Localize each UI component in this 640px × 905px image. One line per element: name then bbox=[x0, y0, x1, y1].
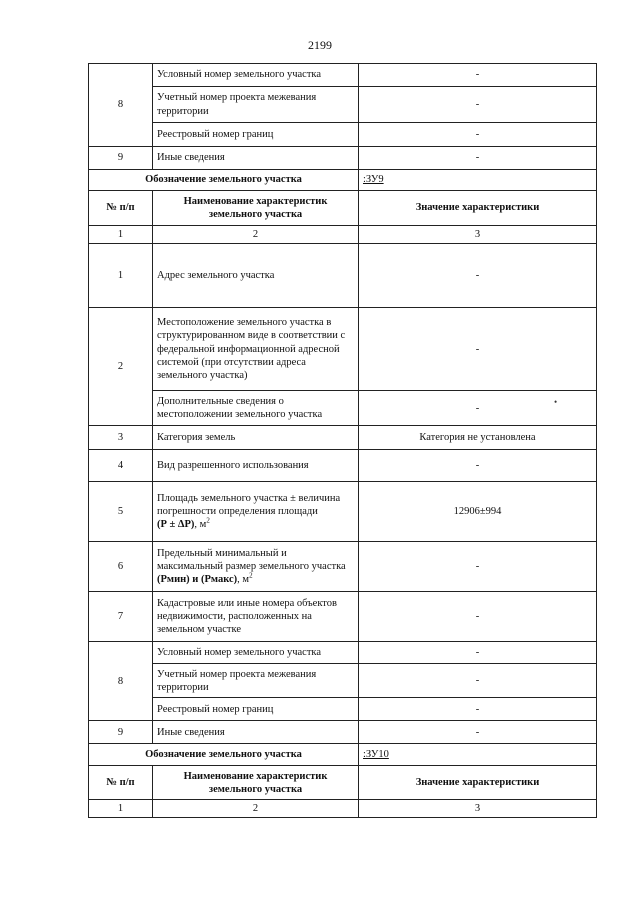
row-label: Вид разрешенного использования bbox=[153, 450, 359, 482]
row-value: 12906±994 bbox=[359, 482, 597, 542]
row-label: Учетный номер проекта межевания территории bbox=[153, 87, 359, 123]
header-row bbox=[89, 766, 597, 800]
row-label bbox=[153, 482, 359, 542]
header-row bbox=[89, 191, 597, 226]
column-number: 3 bbox=[359, 800, 597, 818]
row-number: 6 bbox=[89, 542, 153, 592]
row-value: - bbox=[359, 592, 597, 642]
table-row bbox=[89, 123, 597, 147]
table-row bbox=[89, 426, 597, 450]
table-row bbox=[89, 64, 597, 87]
column-number: 1 bbox=[89, 800, 153, 818]
column-number: 2 bbox=[153, 800, 359, 818]
table-row bbox=[89, 244, 597, 308]
designation-value: :ЗУ10 bbox=[359, 744, 597, 766]
row-value: - bbox=[359, 698, 597, 721]
row-label: Категория земель bbox=[153, 426, 359, 450]
row-value: - bbox=[359, 123, 597, 147]
header-value: Значение характеристики bbox=[359, 766, 597, 800]
table-row bbox=[89, 664, 597, 698]
row-label: Местоположение земельного участка в структурированном виде в соответствии с федеральной информационной адресной системой (при отсутствии адреса земельного участка) bbox=[153, 308, 359, 391]
table-row bbox=[89, 482, 597, 542]
row-label: Реестровый номер границ bbox=[153, 698, 359, 721]
row-label: Кадастровые или иные номера объектов недвижимости, расположенных на земельном участке bbox=[153, 592, 359, 642]
label-unit: , м bbox=[194, 519, 207, 531]
row-label: Адрес земельного участка bbox=[153, 244, 359, 308]
designation-label: Обозначение земельного участка bbox=[89, 170, 359, 191]
row-number: 1 bbox=[89, 244, 153, 308]
row-number: 9 bbox=[89, 721, 153, 744]
column-number-row bbox=[89, 800, 597, 818]
row-label: Иные сведения bbox=[153, 721, 359, 744]
row-number: 9 bbox=[89, 147, 153, 170]
scan-speck: • bbox=[554, 397, 558, 407]
row-number: 3 bbox=[89, 426, 153, 450]
table-row bbox=[89, 450, 597, 482]
table-row bbox=[89, 391, 597, 426]
row-number: 4 bbox=[89, 450, 153, 482]
header-number: № п/п bbox=[89, 191, 153, 226]
row-number: 5 bbox=[89, 482, 153, 542]
column-number: 3 bbox=[359, 226, 597, 244]
table-row bbox=[89, 147, 597, 170]
column-number: 2 bbox=[153, 226, 359, 244]
row-label: Дополнительные сведения о местоположении земельного участка bbox=[153, 391, 359, 426]
label-text: Предельный минимальный и максимальный размер земельного участка bbox=[157, 547, 346, 573]
label-formula: (Рмин) и (Рмакс) bbox=[157, 574, 238, 586]
table-row bbox=[89, 542, 597, 592]
row-label: Условный номер земельного участка bbox=[153, 64, 359, 87]
row-value: - bbox=[359, 308, 597, 391]
row-value: - bbox=[359, 147, 597, 170]
designation-label: Обозначение земельного участка bbox=[89, 744, 359, 766]
header-name: Наименование характеристик земельного участка bbox=[153, 191, 359, 226]
label-unit: , м bbox=[237, 574, 250, 586]
row-value: - bbox=[359, 87, 597, 123]
row-number: 8 bbox=[89, 642, 153, 721]
table-row bbox=[89, 721, 597, 744]
row-value: - bbox=[359, 664, 597, 698]
row-label: Условный номер земельного участка bbox=[153, 642, 359, 664]
column-number-row bbox=[89, 226, 597, 244]
table-row bbox=[89, 87, 597, 123]
row-label: Иные сведения bbox=[153, 147, 359, 170]
table-row bbox=[89, 698, 597, 721]
row-value: - bbox=[359, 450, 597, 482]
column-number: 1 bbox=[89, 226, 153, 244]
row-label: Учетный номер проекта межевания территории bbox=[153, 664, 359, 698]
page-number: 2199 bbox=[308, 38, 332, 52]
designation-row bbox=[89, 744, 597, 766]
label-formula: (Р ± ΔР) bbox=[157, 519, 195, 531]
label-unit-power: 2 bbox=[206, 516, 210, 525]
designation-row bbox=[89, 170, 597, 191]
row-value: - bbox=[359, 542, 597, 592]
row-value: - bbox=[359, 244, 597, 308]
row-number: 8 bbox=[89, 64, 153, 147]
row-label bbox=[153, 542, 359, 592]
table-row bbox=[89, 592, 597, 642]
label-text: Площадь земельного участка ± величина погрешности определения площади bbox=[157, 492, 341, 518]
designation-value: :ЗУ9 bbox=[359, 170, 597, 191]
label-unit-power: 2 bbox=[249, 571, 253, 580]
header-name: Наименование характеристик земельного участка bbox=[153, 766, 359, 800]
row-value: Категория не установлена bbox=[359, 426, 597, 450]
table-row bbox=[89, 642, 597, 664]
row-number: 2 bbox=[89, 308, 153, 426]
row-label: Реестровый номер границ bbox=[153, 123, 359, 147]
land-plot-characteristics-table bbox=[88, 63, 597, 818]
table-row bbox=[89, 308, 597, 391]
row-value: - bbox=[359, 391, 597, 426]
header-value: Значение характеристики bbox=[359, 191, 597, 226]
row-value: - bbox=[359, 642, 597, 664]
row-value: - bbox=[359, 721, 597, 744]
header-number: № п/п bbox=[89, 766, 153, 800]
row-value: - bbox=[359, 64, 597, 87]
row-number: 7 bbox=[89, 592, 153, 642]
